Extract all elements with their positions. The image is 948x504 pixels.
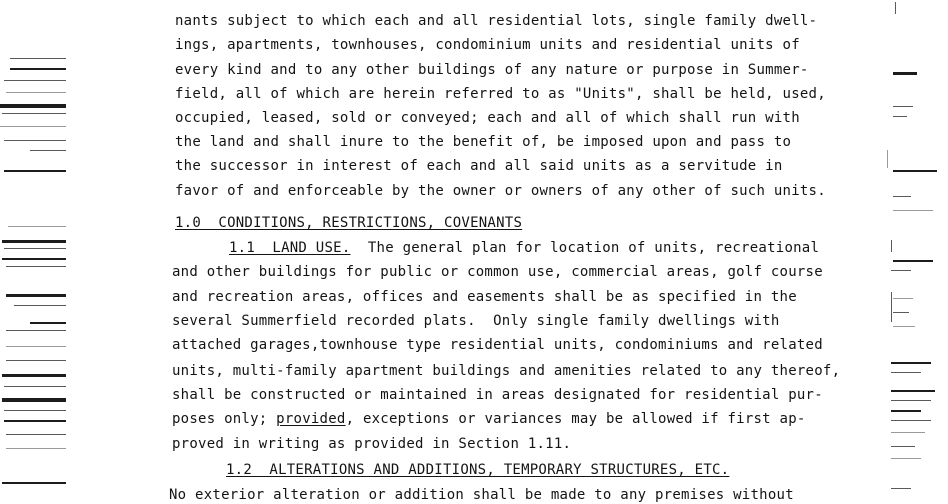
paragraph-line: every kind and to any other buildings of any nature or purpose in Summer- bbox=[175, 62, 809, 78]
subsection-1-2-heading: 1.2 ALTERATIONS AND ADDITIONS, TEMPORARY STRUCTURES, ETC. bbox=[226, 462, 730, 478]
paragraph-line: field, all of which are herein referred to as "Units", shall be held, used, bbox=[175, 86, 826, 102]
subsection-1-1-first-line bbox=[229, 239, 819, 257]
provided-term: provided bbox=[276, 411, 346, 427]
paragraph-line: and recreation areas, offices and easements shall be as specified in the bbox=[172, 289, 797, 305]
section-heading: 1.0 CONDITIONS, RESTRICTIONS, COVENANTS bbox=[175, 215, 523, 231]
paragraph-line: the land and shall inure to the benefit of, be imposed upon and pass to bbox=[175, 134, 792, 150]
text-run: , exceptions or variances may be allowed if first ap- bbox=[345, 411, 806, 427]
paragraph-line: shall be constructed or maintained in areas designated for residential pur- bbox=[172, 387, 823, 403]
paragraph-line: several Summerfield recorded plats. Only single family dwellings with bbox=[172, 313, 780, 329]
subsection-1-1-heading: 1.1 LAND USE. bbox=[229, 240, 351, 256]
paragraph-line: favor of and enforceable by the owner or owners of any other of such units. bbox=[175, 183, 826, 199]
left-margin-bleed bbox=[0, 0, 75, 504]
subsection-1-1-text: The general plan for location of units, recreational bbox=[350, 240, 820, 256]
paragraph-line: ings, apartments, townhouses, condominium units and residential units of bbox=[175, 37, 800, 53]
paragraph-line bbox=[172, 410, 806, 428]
paragraph-line: and other buildings for public or common use, commercial areas, golf course bbox=[172, 264, 823, 280]
paragraph-line: proved in writing as provided in Section 1.11. bbox=[172, 436, 572, 452]
paragraph-line: the successor in interest of each and all said units as a servitude in bbox=[175, 158, 783, 174]
paragraph-line: occupied, leased, sold or conveyed; each and all of which shall run with bbox=[175, 110, 800, 126]
paragraph-line: units, multi-family apartment buildings and amenities related to any thereof, bbox=[172, 363, 841, 379]
paragraph-line: nants subject to which each and all residential lots, single family dwell- bbox=[175, 13, 818, 29]
text-run: poses only; bbox=[172, 411, 277, 427]
right-margin-bleed bbox=[885, 0, 948, 504]
paragraph-line: No exterior alteration or addition shall be made to any premises without bbox=[169, 487, 794, 503]
paragraph-line: attached garages,townhouse type residential units, condominiums and related bbox=[172, 337, 823, 353]
